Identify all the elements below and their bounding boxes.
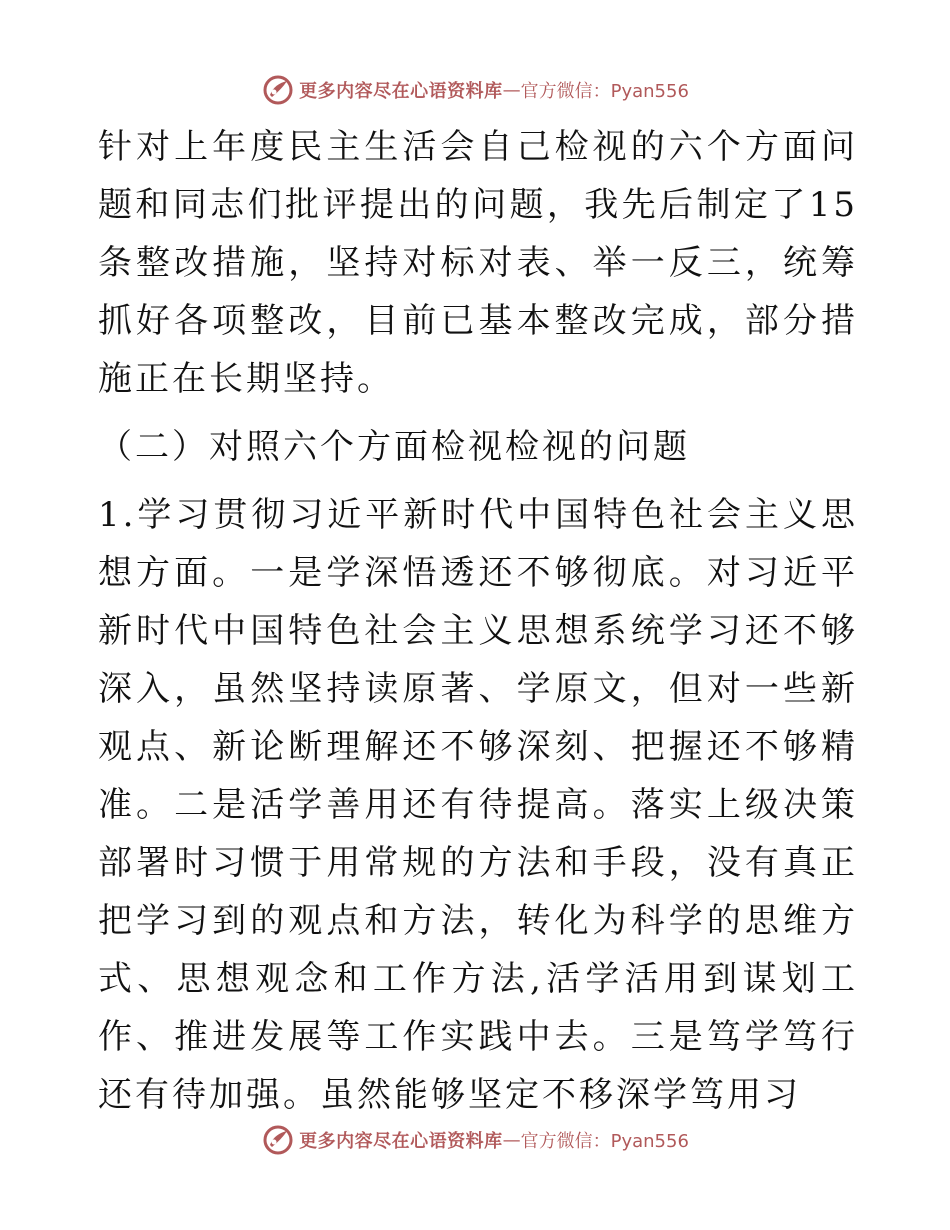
banner-separator: —: [502, 79, 521, 101]
section-heading: （二）对照六个方面检视检视的问题: [98, 427, 690, 467]
banner-wechat: 官方微信：Pyan556: [520, 81, 689, 102]
paragraph-item-1: 1.学习贯彻习近平新时代中国特色社会主义思想方面。一是学深悟透还不够彻底。对习近平新时代中国特色社会主义思想系统学习还不够深入，虽然坚持读原著、学原文，但对一些新观点、新论断理解还不够深刻、把握还不够精准。二是活学善用还有待提高。落实上级决策部署时习惯于用常规的方法和手段，没有真正把学习到的观点和方法，转化为科学的思维方式、思想观念和工作方法,活学活用到谋划工作、推进发展等工作实践中去。三是笃学笃行还有待加强。虽然能够坚定不移深学笃用习: [98, 495, 858, 1115]
banner-separator: —: [502, 1129, 521, 1151]
footer-banner: [0, 1120, 950, 1160]
header-banner: [0, 70, 950, 110]
pen-logo-icon: [261, 73, 295, 107]
pen-logo-icon: [261, 1123, 295, 1157]
document-body: [98, 118, 858, 1124]
paragraph-intro: 针对上年度民主生活会自己检视的六个方面问题和同志们批评提出的问题，我先后制定了15条整改措施，坚持对标对表、举一反三，统筹抓好各项整改，目前已基本整改完成，部分措施正在长期坚持。: [98, 127, 858, 399]
banner-text: 更多内容尽在心语资料库: [299, 81, 503, 102]
banner-text: 更多内容尽在心语资料库: [299, 1131, 503, 1152]
banner-wechat: 官方微信：Pyan556: [520, 1131, 689, 1152]
